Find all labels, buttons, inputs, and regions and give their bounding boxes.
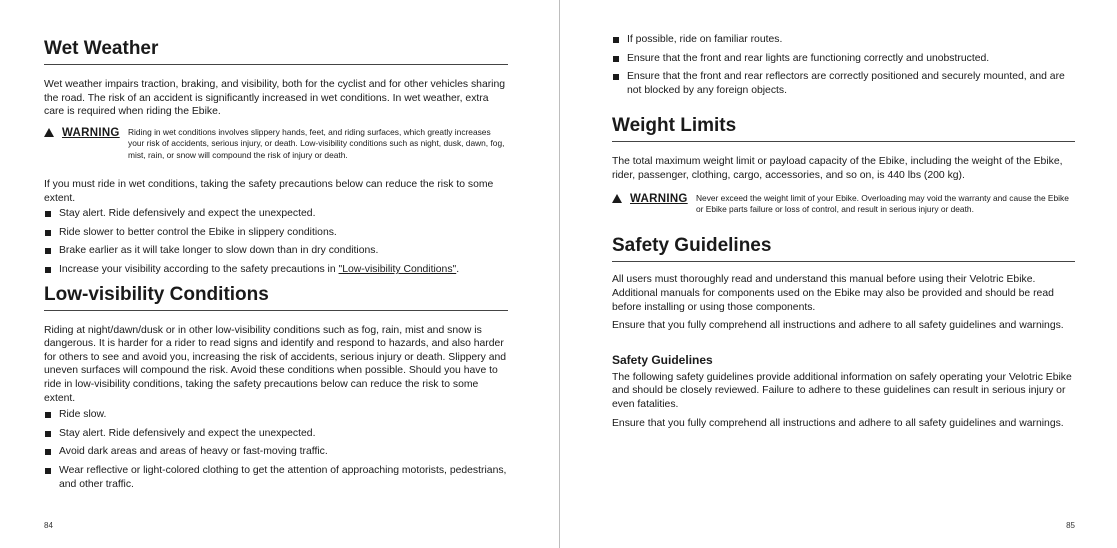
page-number: 84: [44, 521, 53, 530]
weight-limits-warning: [612, 193, 1075, 216]
warning-text: Riding in wet conditions involves slippery hands, feet, and riding surfaces, which greatly increases your risk of accidents, serious injury, or death. Low-visibility conditions such as night, dusk, dawn, fog, mist, rain, or snow will compound the risk of injury or death.: [128, 126, 505, 160]
list-item: Stay alert. Ride defensively and expect the unexpected.: [44, 207, 508, 221]
warning-label: WARNING: [62, 126, 120, 139]
page-number: 85: [1066, 521, 1075, 530]
wet-weather-warning: [44, 127, 508, 161]
warning-triangle-icon: [612, 194, 622, 203]
safety-guidelines-para2: Ensure that you fully comprehend all instructions and adhere to all safety guidelines and warnings.: [612, 320, 1064, 332]
list-item: Ensure that the front and rear lights are functioning correctly and unobstructed.: [612, 52, 1075, 66]
continued-bullets: [612, 33, 1075, 97]
wet-weather-heading: Wet Weather: [44, 38, 508, 65]
list-item: Ensure that the front and rear reflectors are correctly positioned and securely mounted, and are not blocked by any foreign objects.: [612, 70, 1075, 97]
low-visibility-intro: Riding at night/dawn/dusk or in other low-visibility conditions such as fog, rain, mist and snow is dangerous. It is harder for a rider to read signs and identify and respond to hazards, and also harder for others to see and avoid you, increasing the risk of accidents, serious injury or death. Slippery and uneven surfaces will compound the risk. Avoid these conditions when possible. Should you have to ride in low-visibility conditions, taking the safety precautions below can reduce the risk to some extent.: [44, 324, 507, 404]
low-visibility-bullets: [44, 408, 508, 491]
list-item: Ride slower to better control the Ebike in slippery conditions.: [44, 226, 508, 240]
safety-guidelines-para4: Ensure that you fully comprehend all instructions and adhere to all safety guidelines and warnings.: [612, 417, 1064, 429]
list-item: Wear reflective or light-colored clothing to get the attention of approaching motorists, pedestrians, and other traffic.: [44, 464, 508, 491]
wet-weather-bullets: [44, 207, 508, 276]
low-visibility-heading: Low-visibility Conditions: [44, 284, 508, 311]
list-item: Avoid dark areas and areas of heavy or fast-moving traffic.: [44, 445, 508, 459]
wet-precautions-intro: If you must ride in wet conditions, taking the safety precautions below can reduce the risk to some extent.: [44, 179, 494, 204]
weight-limits-body: The total maximum weight limit or payload capacity of the Ebike, including the weight of the Ebike, rider, passenger, clothing, cargo, accessories, and so on, is 440 lbs (200 kg).: [612, 156, 1063, 181]
low-visibility-link[interactable]: "Low-visibility Conditions": [338, 263, 457, 275]
list-item: If possible, ride on familiar routes.: [612, 33, 1075, 47]
safety-guidelines-para3: The following safety guidelines provide additional information on safely operating your Velotric Ebike and should be closely reviewed. Failure to adhere to these guidelines can result in serious injury or even fatalities.: [612, 371, 1072, 410]
list-item: Stay alert. Ride defensively and expect the unexpected.: [44, 427, 508, 441]
list-item: Increase your visibility according to the safety precautions in "Low-visibility Conditions".: [44, 263, 508, 277]
warning-triangle-icon: [44, 128, 54, 137]
warning-label: WARNING: [630, 192, 688, 205]
weight-limits-heading: Weight Limits: [612, 115, 1075, 142]
safety-guidelines-subheading: Safety Guidelines: [612, 352, 713, 367]
safety-guidelines-para1: All users must thoroughly read and understand this manual before using their Velotric Ebike. Additional manuals for components used on the Ebike may also be provided and should be read before installing or using those components.: [612, 274, 1054, 313]
warning-text: Never exceed the weight limit of your Ebike. Overloading may void the warranty and cause the Ebike or Ebike parts failure or loss of control, and result in serious injury or death.: [696, 192, 1069, 214]
safety-guidelines-heading: Safety Guidelines: [612, 235, 1075, 262]
wet-weather-intro: Wet weather impairs traction, braking, and visibility, both for the cyclist and for other vehicles sharing the road. The risk of an accident is significantly increased in wet conditions. In wet weather, extra care is required when riding the Ebike.: [44, 79, 506, 118]
right-page: [562, 0, 1117, 548]
list-item: Brake earlier as it will take longer to slow down than in dry conditions.: [44, 244, 508, 258]
list-item: Ride slow.: [44, 408, 508, 422]
